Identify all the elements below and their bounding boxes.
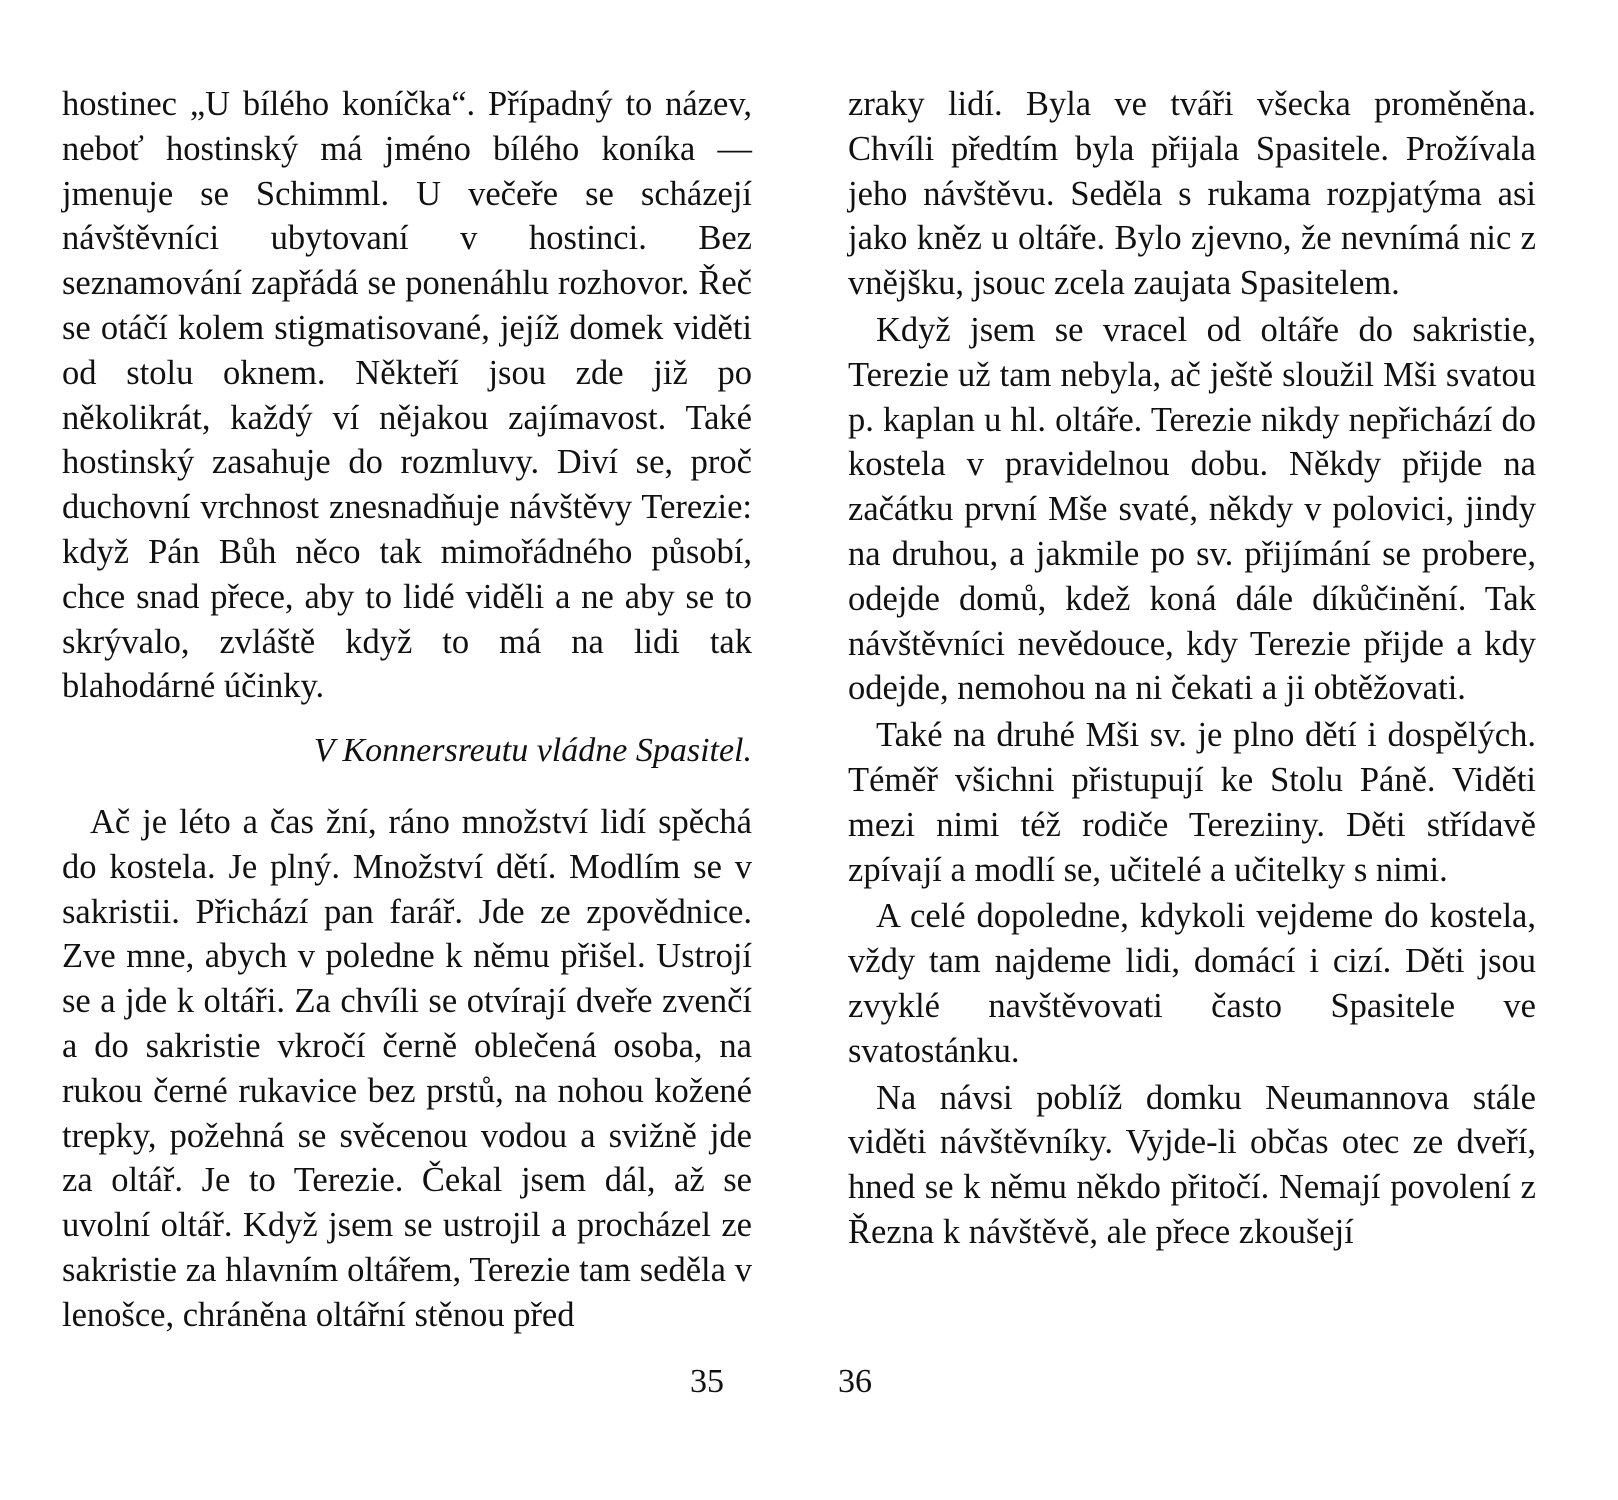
right-paragraph-4: A celé dopoledne, kdykoli vejdeme do kostela, vždy tam najdeme lidi, domácí i cizí. Děti jsou zvyklé navštěvovati často Spasitele ve svatostánku. [848, 897, 1536, 1070]
left-paragraph-1: hostinec „U bílého koníčka“. Případný to název, neboť hostinský má jméno bílého koníka — jmenuje se Schimml. U večeře se scházejí návštěvníci ubytovaní v hostinci. Bez seznamování zapřádá se ponenáhlu rozhovor. Řeč se otáčí kolem stigmatisované, jejíž domek viděti od stolu oknem. Někteří jsou zde již po několikrát, každý ví nějakou zajímavost. Také hostinský zasahuje do rozmluvy. Diví se, proč duchovní vrchnost znesnadňuje návštěvy Terezie: když Pán Bůh něco tak mimořádného působí, chce snad přece, aby to lidé viděli a ne aby se to skrývalo, zvláště když to má na lidi tak blahodárné účinky. [62, 85, 752, 706]
right-paragraph-3: Také na druhé Mši sv. je plno dětí i dospělých. Téměř všichni přistupují ke Stolu Páně. Viděti mezi nimi též rodiče Tereziiny. Děti střídavě zpívají a modlí se, učitelé a učitelky s nimi. [848, 716, 1536, 889]
right-paragraph-5: Na návsi poblíž domku Neumannova stále viděti návštěvníky. Vyjde-li občas otec ze dveří, hned se k němu někdo přitočí. Nemají povolení z Řezna k návštěvě, ale přece zkoušejí [848, 1078, 1536, 1251]
right-paragraph-1: zraky lidí. Byla ve tváři všecka proměněna. Chvíli předtím byla přijala Spasitele. Prožívala jeho návštěvu. Seděla s rukama rozpjatýma asi jako kněz u oltáře. Bylo zjevno, že nevnímá nic z vnějšku, jsouc zcela zaujata Spasitelem. [848, 85, 1536, 303]
page-number-left: 35 [690, 1363, 724, 1400]
page-number-right: 36 [838, 1363, 872, 1400]
left-paragraph-2: Ač je léto a čas žní, ráno množství lidí spěchá do kostela. Je plný. Množství dětí. Modlím se v sakristii. Přichází pan farář. Jde ze zpovědnice. Zve mne, abych v poledne k němu přišel. Ustrojí se a jde k oltáři. Za chvíli se otvírají dveře zvenčí a do sakristie vkročí černě oblečená osoba, na rukou černé rukavice bez prstů, na nohou kožené trepky, požehná se svěcenou vodou a svižně jde za oltář. Je to Terezie. Čekal jsem dál, až se uvolní oltář. Když jsem se ustrojil a procházel ze sakristie za hlavním oltářem, Terezie tam seděla v lenošce, chráněna oltářní stěnou před [62, 802, 752, 1334]
right-paragraph-2: Když jsem se vracel od oltáře do sakristie, Terezie už tam nebyla, ač ještě sloužil Mši svatou p. kaplan u hl. oltáře. Terezie nikdy nepřichází do kostela v pravidelnou dobu. Někdy přijde na začátku první Mše svaté, někdy v polovici, jindy na druhou, a jakmile po sv. přijímání se probere, odejde domů, kdež koná dále díkůčinění. Tak návštěvníci nevědouce, kdy Terezie přijde a kdy odejde, nemohou na ni čekati a ji obtěžovati. [848, 310, 1536, 708]
right-page [848, 82, 1536, 1255]
section-heading: V Konnersreutu vládne Spasitel. [313, 732, 752, 770]
left-page [62, 82, 752, 1338]
